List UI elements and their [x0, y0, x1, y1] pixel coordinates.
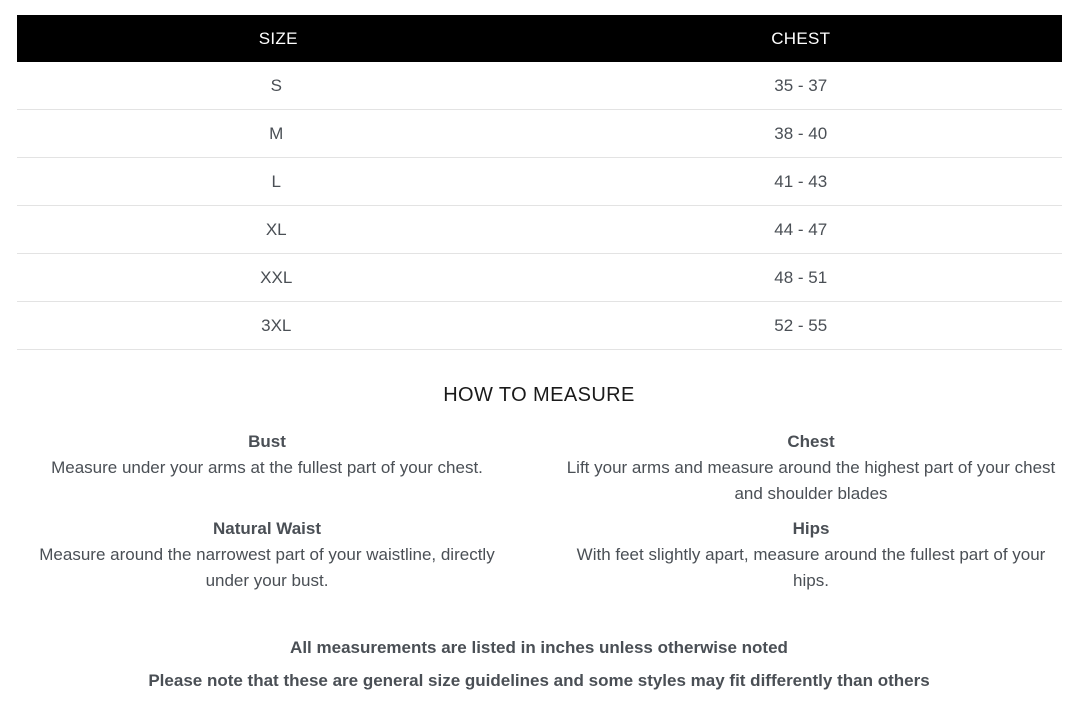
- chest-cell: 48 - 51: [540, 254, 1063, 302]
- size-cell: 3XL: [17, 302, 540, 350]
- table-row: [17, 206, 1062, 254]
- table-row: [17, 302, 1062, 350]
- chest-cell: 38 - 40: [540, 110, 1063, 158]
- chest-cell: 35 - 37: [540, 62, 1063, 110]
- size-cell: XL: [17, 206, 540, 254]
- measure-item-title: Natural Waist: [212, 519, 321, 538]
- measure-item-description: Measure under your arms at the fullest part of your chest.: [51, 458, 483, 477]
- measure-item-description: With feet slightly apart, measure around the fullest part of your hips.: [576, 545, 1046, 590]
- size-cell: M: [17, 110, 540, 158]
- table-row: [17, 110, 1062, 158]
- measure-item-description: Measure around the narrowest part of your waistline, directly under your bust.: [39, 545, 495, 590]
- column-header-chest: CHEST: [540, 15, 1063, 62]
- size-chart-table: [17, 15, 1062, 350]
- fit-disclaimer-note: Please note that these are general size guidelines and some styles may fit differently than others: [148, 671, 930, 690]
- measure-item-title: Chest: [787, 432, 835, 451]
- chest-cell: 41 - 43: [540, 158, 1063, 206]
- size-cell: S: [17, 62, 540, 110]
- measure-item-description: Lift your arms and measure around the highest part of your chest and shoulder blades: [566, 458, 1056, 503]
- table-header-row: [17, 15, 1062, 62]
- measure-item-natural-waist: [20, 516, 514, 594]
- table-row: [17, 62, 1062, 110]
- chest-cell: 44 - 47: [540, 206, 1063, 254]
- table-row: [17, 254, 1062, 302]
- size-cell: L: [17, 158, 540, 206]
- measure-item-chest: [562, 429, 1060, 507]
- measure-item-title: Bust: [248, 432, 286, 451]
- how-to-measure-heading: HOW TO MEASURE: [443, 384, 635, 406]
- measure-item-hips: [562, 516, 1060, 594]
- measure-item-bust: [20, 429, 514, 481]
- measurement-units-note: All measurements are listed in inches unless otherwise noted: [290, 638, 788, 657]
- column-header-size: SIZE: [17, 15, 540, 62]
- measure-item-title: Hips: [792, 519, 830, 538]
- table-row: [17, 158, 1062, 206]
- size-cell: XXL: [17, 254, 540, 302]
- chest-cell: 52 - 55: [540, 302, 1063, 350]
